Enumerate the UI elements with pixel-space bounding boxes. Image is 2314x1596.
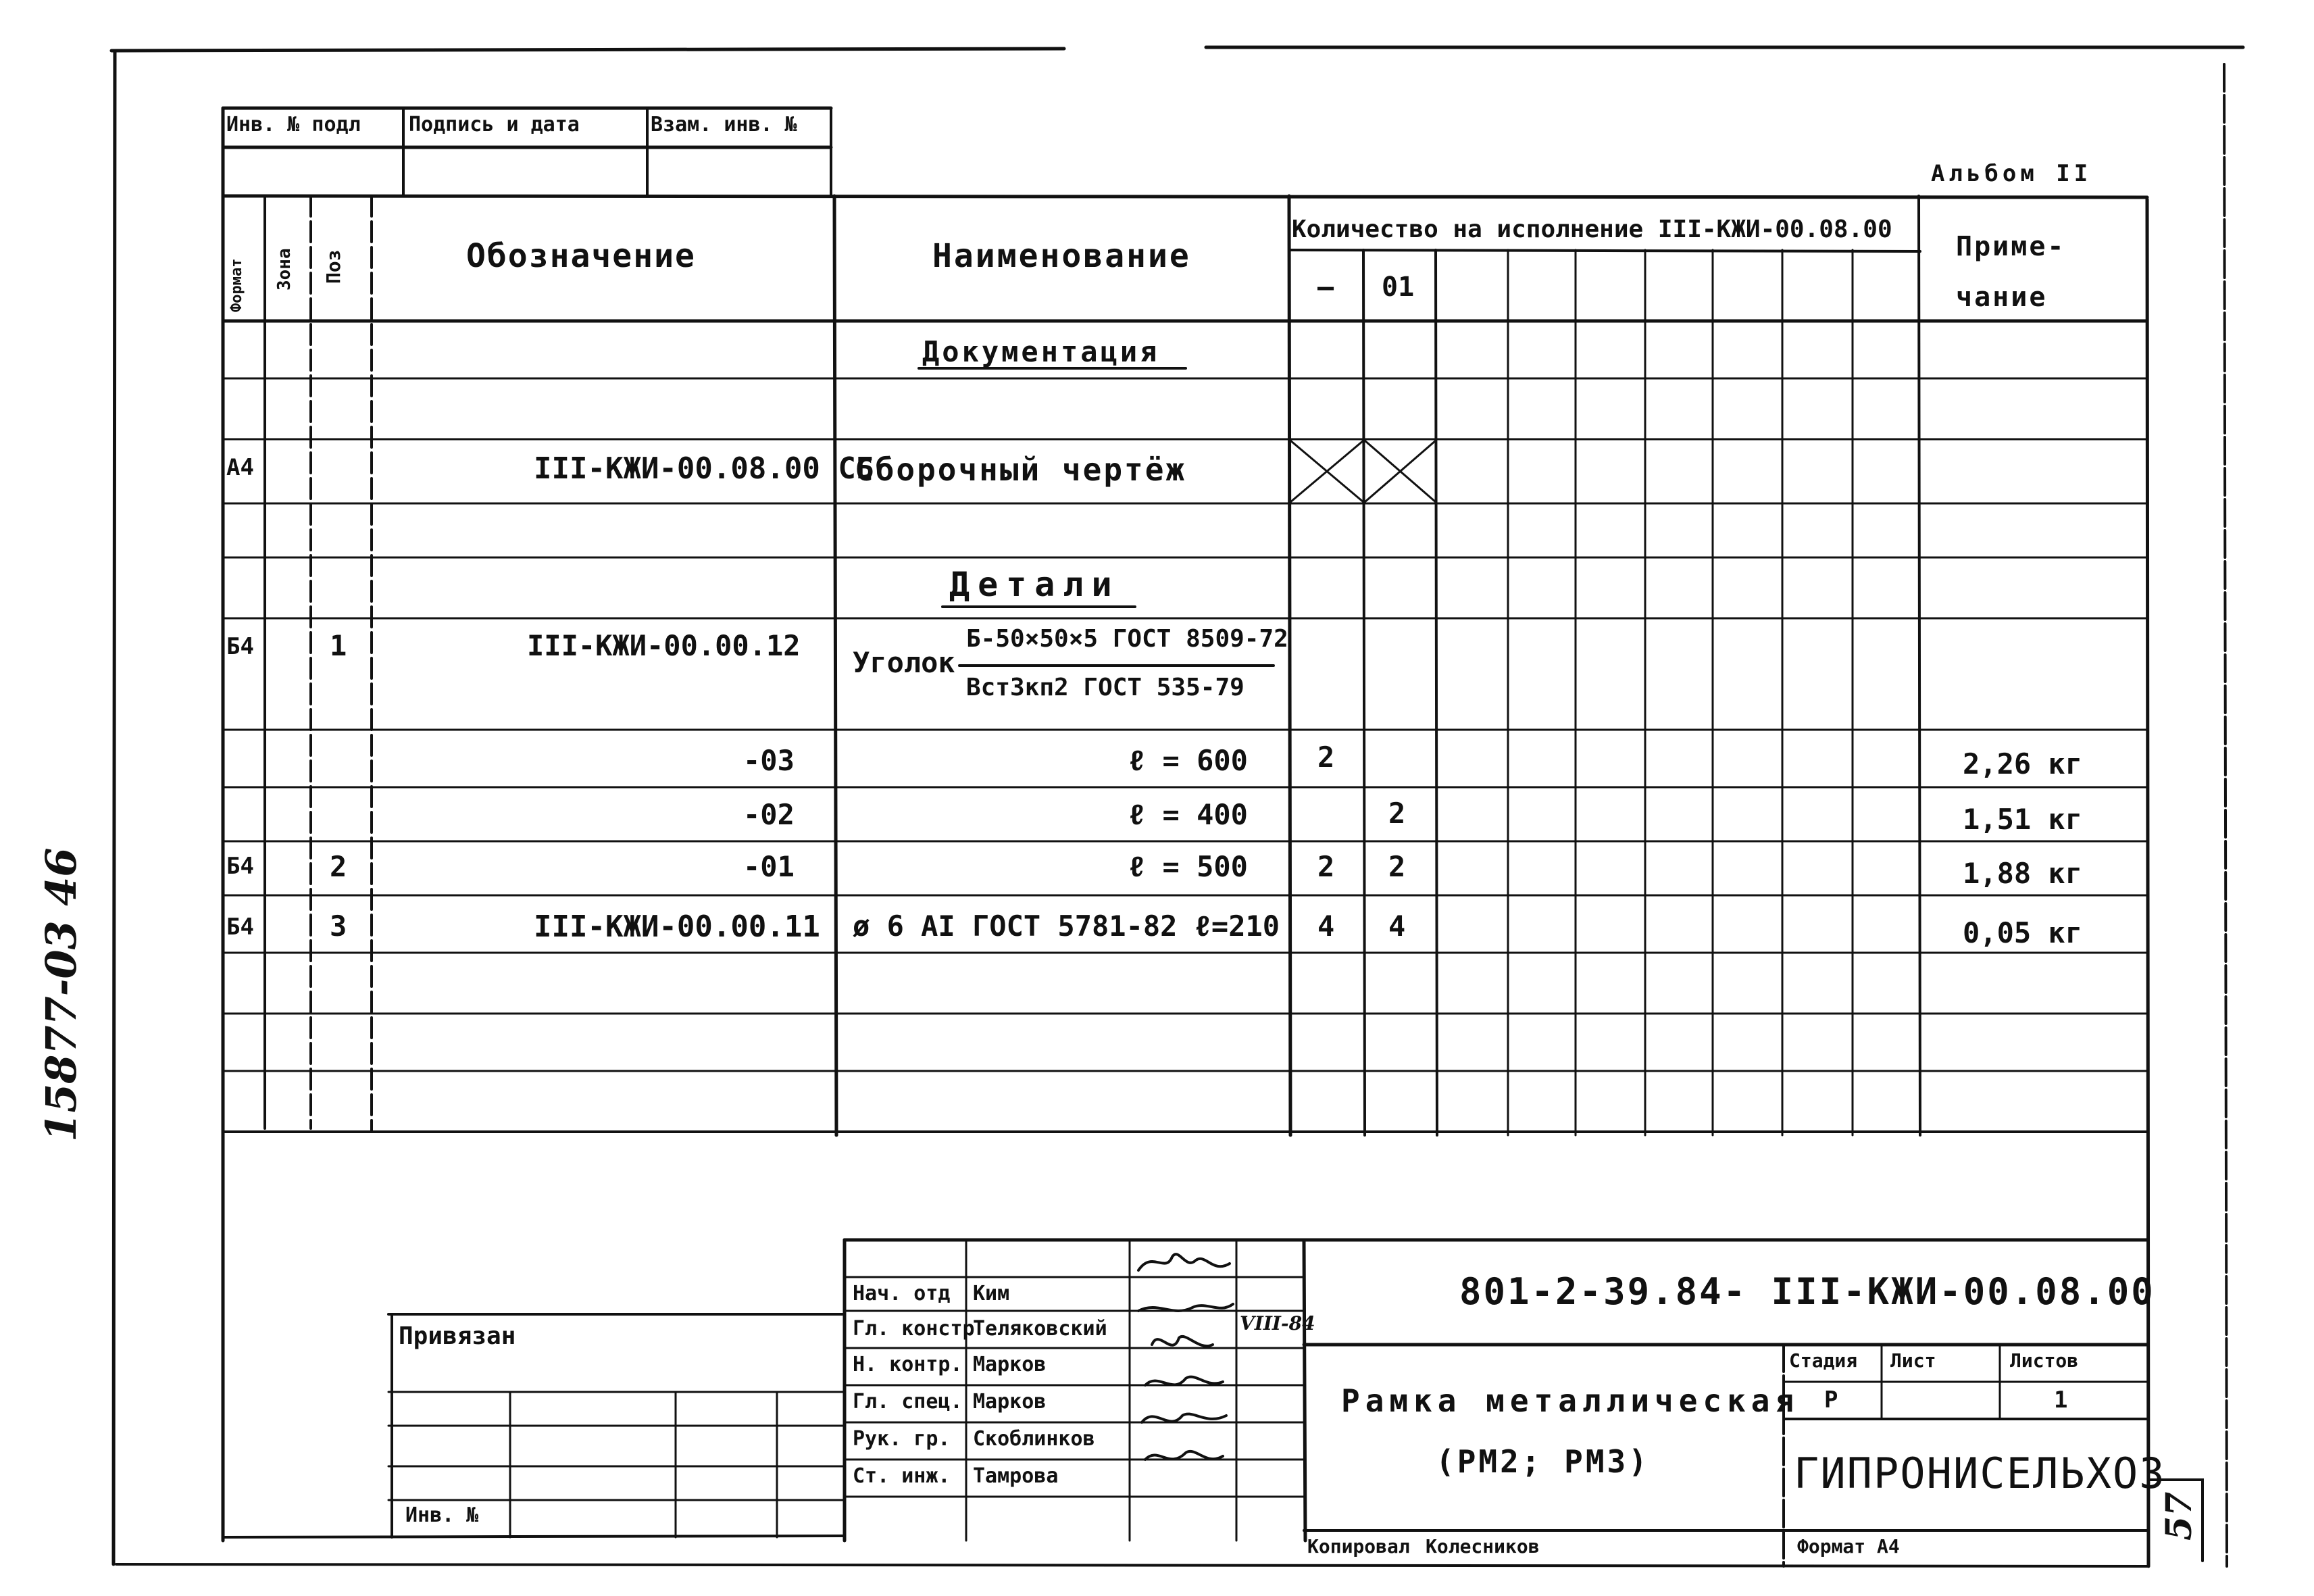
- row-name-top: Б-50×50×5 ГОСТ 8509-72: [966, 625, 1288, 653]
- col-naimenovanie-header: Наименование: [932, 237, 1191, 275]
- row-format: Б4: [226, 853, 254, 880]
- col-oboznachenie-header: Обозначение: [466, 237, 696, 275]
- listov-value: 1: [2054, 1387, 2068, 1414]
- isp-dash-header: —: [1317, 272, 1334, 303]
- sheet-number: 57: [2159, 1491, 2200, 1541]
- side-number: 15877-03 46: [36, 847, 86, 1142]
- album-label: Альбом II: [1931, 160, 2092, 187]
- col-primechanie-header-1: Приме-: [1956, 231, 2066, 262]
- vzam-label: Взам. инв. №: [651, 113, 797, 136]
- row-oboznachenie: -02: [743, 798, 795, 831]
- privyazan-label: Привязан: [399, 1322, 516, 1350]
- row-qty-01: 2: [1388, 797, 1406, 830]
- row-oboznachenie: III-КЖИ-00.08.00 СБ: [534, 451, 874, 486]
- podpis-label: Подпись и дата: [409, 113, 580, 136]
- row-naimenovanie: ø 6 АI ГОСТ 5781-82 ℓ=210: [853, 909, 1280, 943]
- role-label: Рук. гр.: [853, 1427, 951, 1451]
- signatures-image: [1132, 1243, 1236, 1503]
- row-naimenovanie: ℓ = 500: [1128, 850, 1248, 883]
- document-code: 801-2-39.84- III-КЖИ-00.08.00: [1459, 1270, 2155, 1313]
- drawing-title-line2: (РМ2; РМ3): [1436, 1443, 1650, 1480]
- row-name-bottom: Вст3кп2 ГОСТ 535-79: [966, 674, 1244, 701]
- col-zona-header: Зона: [274, 248, 295, 291]
- row-name-prefix: Уголок: [853, 646, 955, 679]
- row-poz: 1: [330, 629, 347, 662]
- row-oboznachenie: III-КЖИ-00.00.12: [527, 629, 801, 662]
- isp-01-header: 01: [1382, 272, 1415, 303]
- person-name: Ким: [973, 1282, 1010, 1305]
- person-name: Скоблинков: [973, 1427, 1095, 1451]
- row-qty-dash: 2: [1317, 741, 1335, 774]
- row-qty-dash: 4: [1317, 909, 1335, 943]
- row-poz: 2: [330, 850, 347, 883]
- section-details: Детали: [949, 565, 1120, 604]
- col-poz-header: Поз: [322, 249, 345, 284]
- person-name: Марков: [973, 1390, 1047, 1414]
- row-naimenovanie: Сборочный чертёж: [855, 451, 1187, 488]
- sign-date: VIII-84: [1240, 1312, 1315, 1335]
- inv-podl-label: Инв. № подл: [226, 113, 361, 136]
- role-label: Нач. отд: [853, 1282, 951, 1305]
- organization-name: ГИПРОНИСЕЛЬХОЗ: [1794, 1449, 2166, 1498]
- row-format: А4: [226, 454, 254, 481]
- row-naimenovanie: ℓ = 400: [1128, 798, 1248, 831]
- kopiroval-name: Колесников: [1426, 1535, 1540, 1557]
- format-label: Формат А4: [1797, 1535, 1900, 1557]
- row-oboznachenie: -01: [743, 850, 795, 883]
- section-documentation: Документация: [922, 335, 1160, 368]
- row-note: 1,88 кг: [1963, 857, 2083, 890]
- row-format: Б4: [226, 914, 254, 941]
- col-format-header: Формат: [228, 258, 245, 312]
- row-qty-01: 2: [1388, 850, 1406, 883]
- person-name: Марков: [973, 1353, 1047, 1376]
- row-oboznachenie: -03: [743, 744, 795, 777]
- kopiroval-label: Копировал: [1307, 1535, 1410, 1557]
- row-naimenovanie: ℓ = 600: [1128, 744, 1248, 777]
- person-name: Тамрова: [973, 1464, 1059, 1488]
- row-note: 0,05 кг: [1963, 916, 2083, 949]
- col-primechanie-header-2: чание: [1956, 282, 2048, 313]
- role-label: Ст. инж.: [853, 1464, 951, 1488]
- stadia-label: Стадия: [1789, 1349, 1858, 1372]
- role-label: Гл. спец.: [853, 1390, 963, 1414]
- row-note: 2,26 кг: [1963, 747, 2083, 780]
- row-note: 1,51 кг: [1963, 803, 2083, 836]
- list-label: Лист: [1890, 1349, 1936, 1372]
- row-qty-dash: 2: [1317, 850, 1335, 883]
- row-poz: 3: [330, 909, 347, 943]
- col-kolichestvo-header: Количество на исполнение III-КЖИ-00.08.00: [1292, 216, 1892, 243]
- row-format: Б4: [226, 633, 254, 660]
- role-label: Н. контр.: [853, 1353, 963, 1376]
- stadia-value: Р: [1824, 1387, 1838, 1414]
- role-label: Гл. констр: [853, 1317, 975, 1341]
- row-qty-01: 4: [1388, 909, 1406, 943]
- listov-label: Листов: [2010, 1349, 2079, 1372]
- drawing-title-line1: Рамка металлическая: [1341, 1382, 1800, 1419]
- row-oboznachenie: III-КЖИ-00.00.11: [534, 909, 820, 944]
- inv-n-label: Инв. №: [405, 1503, 479, 1527]
- person-name: Теляковский: [973, 1317, 1107, 1341]
